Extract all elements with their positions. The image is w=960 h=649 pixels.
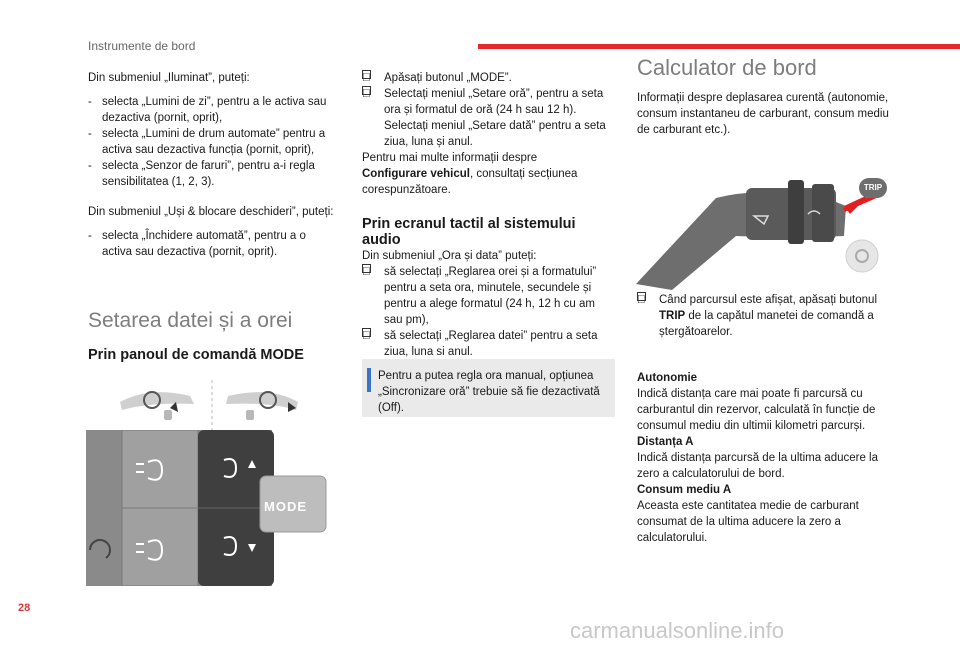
list-item: Apăsați butonul „MODE”. <box>362 70 614 86</box>
lighting-intro: Din submeniul „Iluminat”, puteți: <box>88 72 250 84</box>
lighting-list <box>88 94 338 190</box>
list-item: Când parcursul este afișat, apăsați butonul TRIP de la capătul manetei de comandă a ștergătoarelor. <box>637 292 895 340</box>
trip-instruction <box>637 292 895 348</box>
info-text: Pentru a putea regla ora manual, opțiunea „Sincronizare oră” trebuie să fie dezactivată (Off). <box>378 370 600 414</box>
column-left <box>88 70 338 268</box>
header-accent-bar <box>478 44 960 49</box>
def-distance: Distanța A Indică distanța parcursă de la ultima aducere la zero a calculatorului de bord. <box>637 436 879 480</box>
subtitle-touchscreen: Prin ecranul tactil al sistemului audio <box>362 216 576 248</box>
trip-button: TRIP <box>859 178 887 198</box>
more-info-text: Pentru mai multe informații despre Configurare vehicul, consultați secțiunea corespunzătoare. <box>362 152 578 196</box>
checkbox-icon <box>637 292 646 301</box>
list-item: să selectați „Reglarea orei și a formatului” pentru a seta ora, minutele, secundele și pentru a alege formatul (24 h, 12 h cu am sau pm), <box>362 264 614 328</box>
watermark: carmanualsonline.info <box>570 618 785 643</box>
list-item: - selecta „Închidere automată”, pentru a o activa sau dezactiva (pornit, oprit). <box>88 228 338 260</box>
list-item: Selectați meniul „Setare oră”, pentru a seta ora și formatul de oră (24 h sau 12 h). Selectați meniul „Setare dată” pentru a seta ziua, luna și anul. <box>362 86 614 150</box>
mode-button-label: MODE <box>264 499 307 514</box>
list-item: să selectați „Reglarea datei” pentru a seta ziua, luna si anul. <box>362 328 614 360</box>
definitions <box>637 370 897 546</box>
checkbox-icon <box>362 86 371 95</box>
list-item: - selecta „Lumini de drum automate” pentru a activa sau dezactiva funcția (pornit, oprit), <box>88 126 338 158</box>
column-right <box>637 55 897 146</box>
def-autonomy: Autonomie Indică distanța care mai poate fi parcursă cu carburantul din rezervor, calculată în funcție de consumul mediu din ultimii kilometri parcurși. <box>637 372 876 432</box>
column-middle <box>362 70 614 368</box>
touchscreen-steps-list <box>362 264 614 360</box>
list-item: - selecta „Lumini de zi”, pentru a le activa sau dezactiva (pornit, oprit), <box>88 94 338 126</box>
trip-steps-list <box>637 292 895 340</box>
list-item: - selecta „Senzor de faruri”, pentru a-i regla sensibilitatea (1, 2, 3). <box>88 158 338 190</box>
info-box <box>362 359 615 417</box>
doors-intro: Din submeniul „Uși & blocare deschideri”, puteți: <box>88 206 334 218</box>
section-title-date-time: Setarea datei și a orei <box>88 309 293 332</box>
info-icon <box>367 368 371 392</box>
doors-list <box>88 228 338 260</box>
time-date-intro: Din submeniul „Ora și data” puteți: <box>362 250 537 262</box>
steering-wheel-illustration <box>110 380 310 430</box>
trip-intro: Informații despre deplasarea curentă (autonomie, consum instantaneu de carburant, consum mediu de carburant etc.). <box>637 92 889 136</box>
page-number: 28 <box>18 602 31 614</box>
page-header: Instrumente de bord <box>88 39 196 53</box>
checkbox-icon <box>362 70 371 79</box>
def-consumption: Consum mediu A Aceasta este cantitatea medie de carburant consumat de la ultima aducere la zero a calculatorului. <box>637 484 859 544</box>
section-title-trip-computer: Calculator de bord <box>637 55 817 80</box>
subtitle-mode-panel: Prin panoul de comandă MODE <box>88 347 304 363</box>
mode-steps-list <box>362 70 614 150</box>
checkbox-icon <box>362 264 371 273</box>
checkbox-icon <box>362 328 371 337</box>
